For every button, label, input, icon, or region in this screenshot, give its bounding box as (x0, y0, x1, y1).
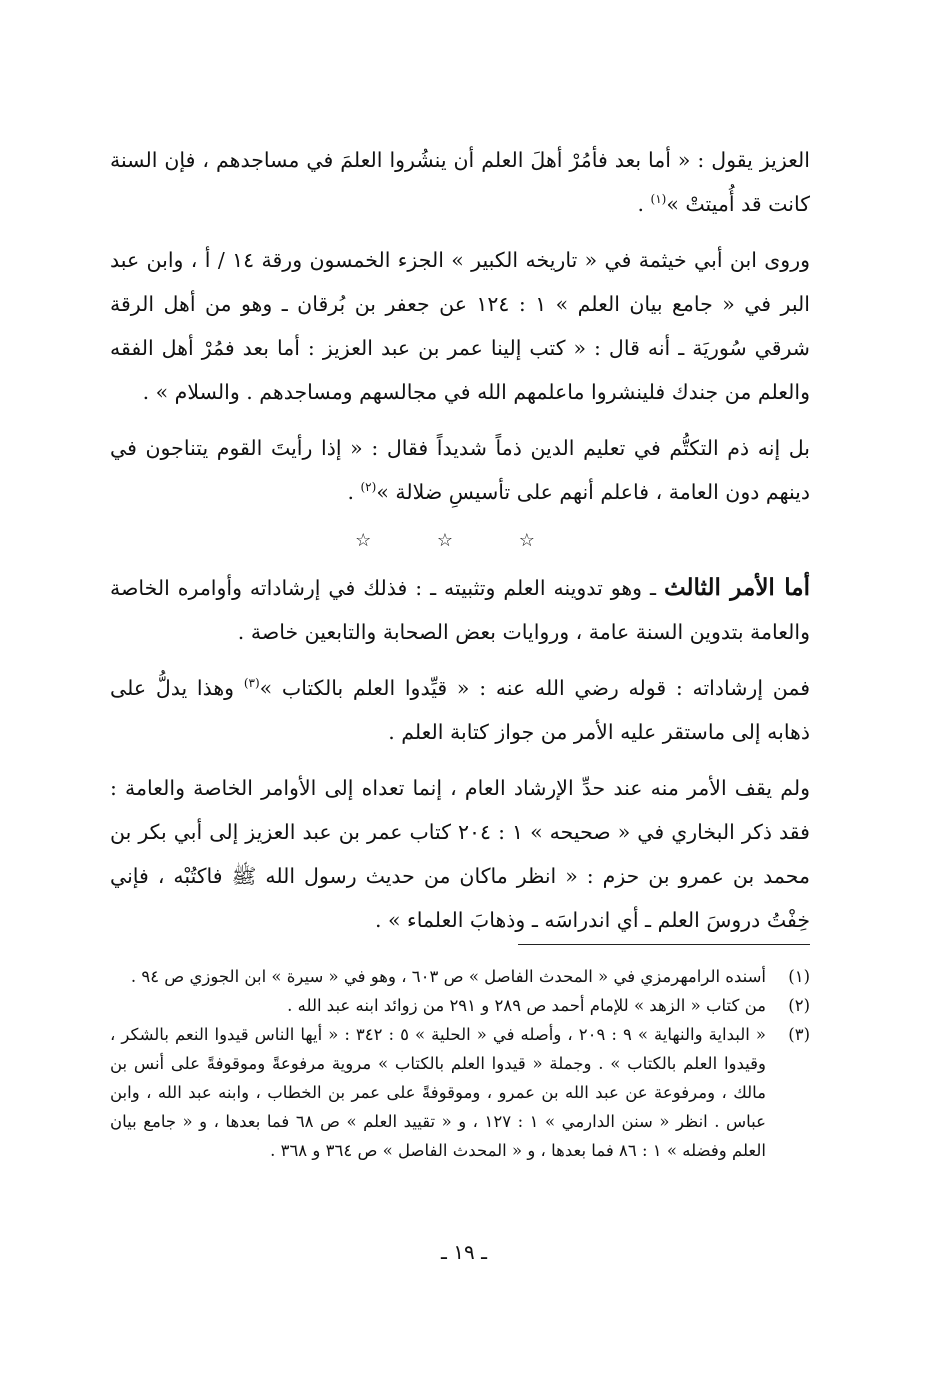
paragraph-text: العزيز يقول : « أما بعد فأمُرْ أهلَ العلم أن ينشُروا العلمَ في مساجدهم ، فإن السنة كانت قد أُميتتْ » (110, 148, 810, 216)
paragraph-text: ولم يقف الأمر منه عند حدِّ الإرشاد العام ، إنما تعداه إلى الأوامر الخاصة والعامة : فقد ذكر البخاري في « صحيحه » ١ : ٢٠٤ كتاب عمر بن عبد العزيز إلى أبي بكر بن محمد بن عمرو بن حزم : « انظر ماكان من حديث رسول الله ﷺ فاكتُبْه ، فإني خِفْتُ دروسَ العلم ـ أي اندراسَه ـ وذهابَ العلماء » . (110, 776, 810, 932)
paragraph-text: فمن إرشاداته : قوله رضي الله عنه : « قيِّدوا العلم بالكتاب » (259, 676, 811, 700)
section-separator-stars: ☆ ☆ ☆ (355, 530, 565, 551)
paragraph-2 (110, 238, 810, 414)
footnote-1 (110, 962, 810, 991)
paragraph-tail: وهذا يدلُّ على ذهابه إلى ماستقر عليه الأمر من جواز كتابة العلم . (110, 676, 810, 744)
paragraph-4 (110, 566, 810, 654)
paragraph-text: بل إنه ذم التكتُّم في تعليم الدين ذماً شديداً فقال : « إذا رأيتَ القوم يتناجون في دينهم دون العامة ، فاعلم أنهم على تأسيسِ ضلالة » (110, 436, 810, 504)
page-number: ـ ١٩ ـ (441, 1240, 487, 1264)
paragraph-tail: . (347, 480, 361, 504)
paragraph-text: ـ وهو تدوينه العلم وتثبيته ـ : فذلك في إرشاداته وأوامره الخاصة والعامة بتدوين السنة عامة ، وروايات بعض الصحابة والتابعين خاصة . (110, 576, 810, 644)
paragraph-text: وروى ابن أبي خيثمة في « تاريخه الكبير » الجزء الخمسون ورقة ١٤ / أ ، وابن عبد البر في « جامع بيان العلم » ١ : ١٢٤ عن جعفر بن بُرقان ـ وهو من أهل الرقة شرقي سُوريَة ـ أنه قال : « كتب إلينا عمر بن عبد العزيز : أما بعد فمُرْ أهل الفقه والعلم من جندك فلينشروا ماعلمهم الله في مجالسهم ومساجدهم . والسلام » . (110, 248, 810, 404)
footnote-ref-2[interactable]: (٢) (360, 480, 377, 495)
footnote-number: (١) (788, 967, 810, 986)
footnotes (110, 962, 810, 1165)
paragraph-3 (110, 426, 810, 514)
footnote-3 (110, 1020, 810, 1165)
footnote-ref-1[interactable]: (١) (650, 192, 667, 207)
footnote-number: (٢) (788, 996, 810, 1015)
paragraph-5 (110, 666, 810, 754)
footnote-2 (110, 991, 810, 1020)
section-lead-heading: أما الأمر الثالث (663, 574, 810, 601)
paragraph-6 (110, 766, 810, 942)
footnote-text: من كتاب « الزهد » للإمام أحمد ص ٢٨٩ و ٢٩١ من زوائد ابنه عبد الله . (287, 996, 766, 1015)
paragraph-1 (110, 138, 810, 226)
footnote-ref-3[interactable]: (٣) (243, 676, 260, 691)
footnote-text: أسنده الرامهرمزي في « المحدث الفاصل » ص ٦٠٣ ، وهو في « سيرة » ابن الجوزي ص ٩٤ . (130, 967, 766, 986)
paragraph-tail: . (637, 192, 651, 216)
footnote-text: « البداية والنهاية » ٩ : ٢٠٩ ، وأصله في « الحلية » ٥ : ٣٤٢ : « أيها الناس قيدوا النعم بالشكر ، وقيدوا العلم بالكتاب » . وجملة « قيدوا العلم بالكتاب » مروية مرفوعةً وموقوفةً على أنس بن مالك ، ومرفوعة عن عبد الله بن عمرو ، وموقوفةً على عمر بن الخطاب ، وابنه عبد الله ، وابن عباس . انظر « سنن الدارمي » ١ : ١٢٧ ، و « تقييد العلم » ص ٦٨ فما بعدها ، و « جامع بيان العلم وفضله » ١ : ٨٦ فما بعدها ، و « المحدث الفاصل » ص ٣٦٤ و ٣٦٨ . (110, 1025, 766, 1160)
page-body (110, 138, 810, 954)
footnote-number: (٣) (788, 1025, 810, 1044)
footnote-divider (518, 944, 810, 945)
